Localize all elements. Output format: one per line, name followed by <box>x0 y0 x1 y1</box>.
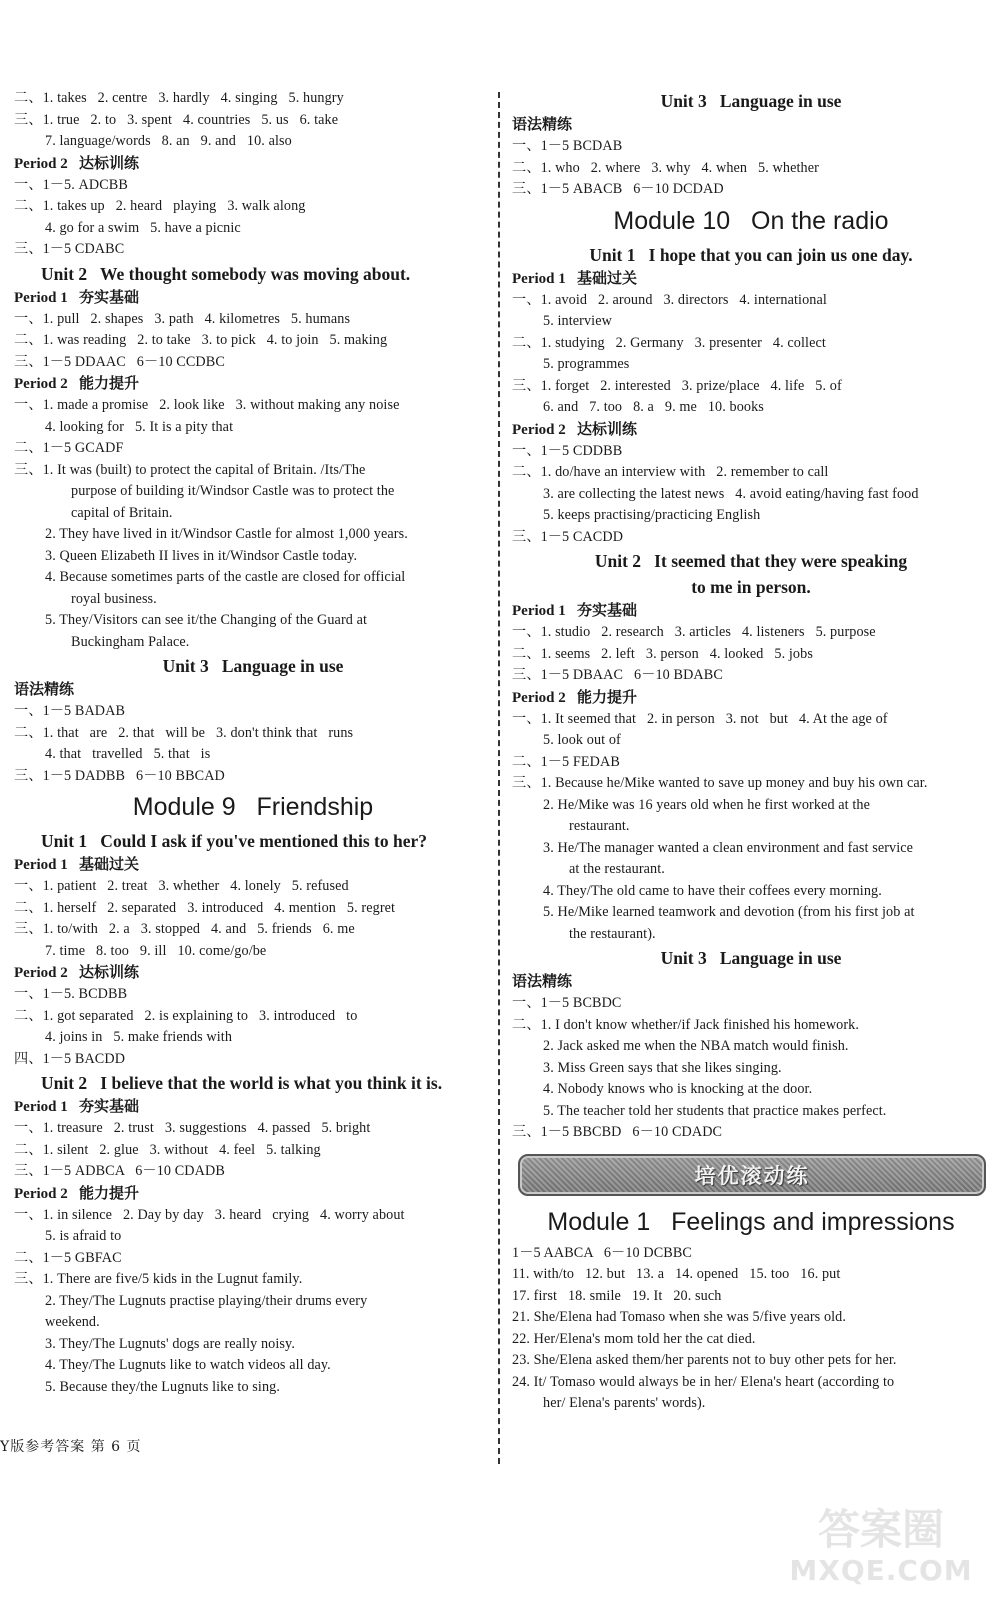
answer-line: 一、1. studio 2. research 3. articles 4. listeners 5. purpose <box>512 624 876 640</box>
answer-line: 3. He/The manager wanted a clean environment and fast service <box>543 839 914 856</box>
answer-line: 一、1. pull 2. shapes 3. path 4. kilometres 5. humans <box>14 310 351 327</box>
answer-line: 一、1. in silence 2. Day by day 3. heard crying 4. worry about <box>14 1206 405 1223</box>
answer-line: 二、1. takes up 2. heard playing 3. walk along <box>14 198 306 214</box>
answer-line: 1－5 AABCA 6－10 DCBBC <box>512 1244 692 1261</box>
period-heading: Period 2 能力提升 <box>14 1185 139 1202</box>
answer-line: 一、1. patient 2. treat 3. whether 4. lonely 5. refused <box>14 878 349 894</box>
answer-line: 二、1. was reading 2. to take 3. to pick 4. to join 5. making <box>14 332 388 348</box>
answer-line: 二、1－5 GCADF <box>14 440 124 456</box>
period-heading: Period 2 达标训练 <box>14 155 139 172</box>
period-heading: Period 2 达标训练 <box>14 965 139 981</box>
answer-line: 三、1－5 DDAAC 6－10 CCDBC <box>14 353 225 370</box>
answer-line: 22. Her/Elena's mom told her the cat died. <box>512 1330 756 1347</box>
period-heading: Period 1 夯实基础 <box>14 289 139 306</box>
answer-line: 三、1. true 2. to 3. spent 4. countries 5. us 6. take <box>14 111 339 128</box>
answer-line: 三、1. There are five/5 kids in the Lugnut family. <box>14 1271 303 1287</box>
answer-line: 二、1. studying 2. Germany 3. presenter 4. collect <box>512 334 826 351</box>
site-watermark-logo <box>786 1505 976 1595</box>
period-heading: Period 1 夯实基础 <box>512 603 637 619</box>
answer-line: 3. Queen Elizabeth II lives in it/Windsor Castle today. <box>45 547 358 564</box>
answer-line: 一、1. treasure 2. trust 3. suggestions 4. passed 5. bright <box>14 1120 371 1136</box>
unit-title: Unit 1 I hope that you can join us one day. <box>589 244 913 265</box>
answer-line: capital of Britain. <box>71 504 173 521</box>
answer-line: 一、1－5. ADCBB <box>14 176 128 193</box>
answer-line: 三、1－5 ADBCA 6－10 CDADB <box>14 1163 225 1179</box>
answer-line: 一、1. made a promise 2. look like 3. without making any noise <box>14 397 400 413</box>
answer-line: 4. They/The old came to have their coffees every morning. <box>543 882 882 899</box>
answer-line: 5. look out of <box>543 732 621 748</box>
answer-line: 5. The teacher told her students that practice makes perfect. <box>543 1102 887 1119</box>
answer-line: 21. She/Elena had Tomaso when she was 5/five years old. <box>512 1309 847 1325</box>
answer-line: 2. They have lived in it/Windsor Castle for almost 1,000 years. <box>45 526 408 542</box>
answer-line: at the restaurant. <box>569 861 665 877</box>
answer-line: weekend. <box>45 1314 100 1330</box>
answer-line: 17. first 18. smile 19. It 20. such <box>512 1287 722 1304</box>
answer-line: 5. interview <box>543 313 612 329</box>
answer-line: 三、1. It was (built) to protect the capital of Britain. /Its/The <box>14 461 366 478</box>
answer-line: 3. Miss Green says that she likes singing. <box>543 1059 782 1076</box>
answer-line: 5. programmes <box>543 356 630 372</box>
answer-line: 5. They/Visitors can see it/the Changing of the Guard at <box>45 612 368 628</box>
section-banner <box>518 1154 986 1196</box>
answer-line: royal business. <box>71 590 157 607</box>
period-heading: Period 2 能力提升 <box>14 376 139 392</box>
answer-line: 7. time 8. too 9. ill 10. come/go/be <box>45 942 267 959</box>
answer-line: 11. with/to 12. but 13. a 14. opened 15. too 16. put <box>512 1266 841 1282</box>
answer-line: 2. They/The Lugnuts practise playing/their drums every <box>45 1292 368 1309</box>
answer-line: 二、1. who 2. where 3. why 4. when 5. whether <box>512 159 819 176</box>
answer-line: 3. are collecting the latest news 4. avoid eating/having fast food <box>543 485 919 502</box>
unit-title: Unit 2 It seemed that they were speaking <box>594 551 908 571</box>
answer-line: 一、1－5 BADAB <box>14 703 126 719</box>
answer-line: 一、1－5 BCDAB <box>512 138 623 154</box>
answer-line: 三、1－5 DBAAC 6－10 BDABC <box>512 667 723 683</box>
answer-line: 二、1. got separated 2. is explaining to 3. introduced to <box>14 1007 358 1024</box>
answer-line: 三、1. forget 2. interested 3. prize/place 4. life 5. of <box>512 377 842 394</box>
answer-line: 二、1. do/have an interview with 2. remember to call <box>512 464 829 480</box>
answer-line: 三、1－5 BBCBD 6－10 CDADC <box>512 1124 723 1140</box>
answer-line: the restaurant). <box>569 925 656 942</box>
answer-line: 二、1－5 FEDAB <box>512 753 620 770</box>
unit-title: Unit 3 Language in use <box>660 948 842 968</box>
section-banner-title: 培优滚动练 <box>694 1163 810 1188</box>
answer-line: 5. keeps practising/practicing English <box>543 507 761 523</box>
answer-line: 5. He/Mike learned teamwork and devotion (from his first job at <box>543 904 915 920</box>
period-heading: 语法精练 <box>14 682 75 698</box>
module-title: Module 9 Friendship <box>132 793 374 821</box>
answer-line: 7. language/words 8. an 9. and 10. also <box>45 133 292 149</box>
answer-line: 4. Because sometimes parts of the castle are closed for official <box>45 569 406 585</box>
unit-title: to me in person. <box>691 577 811 597</box>
unit-title: Unit 2 We thought somebody was moving about. <box>41 263 411 284</box>
answer-line: 一、1－5. BCDBB <box>14 986 128 1002</box>
answer-line: Buckingham Palace. <box>71 633 190 650</box>
right-answer-column <box>512 88 990 1415</box>
answer-line: 二、1. herself 2. separated 3. introduced 4. mention 5. regret <box>14 899 396 916</box>
watermark-url-text: MXQE.COM <box>789 1554 973 1587</box>
answer-line: 四、1－5 BACDD <box>14 1050 126 1067</box>
period-heading: 语法精练 <box>512 117 573 133</box>
answer-line: 6. and 7. too 8. a 9. me 10. books <box>543 399 764 415</box>
answer-line: 4. They/The Lugnuts like to watch videos all day. <box>45 1357 331 1373</box>
answer-line: 二、1. seems 2. left 3. person 4. looked 5. jobs <box>512 645 813 662</box>
answer-line: 三、1－5 CDABC <box>14 241 125 257</box>
period-heading: 语法精练 <box>512 974 573 990</box>
answer-line: 三、1－5 DADBB 6－10 BBCAD <box>14 767 225 784</box>
answer-line: 一、1. avoid 2. around 3. directors 4. international <box>512 291 827 308</box>
period-heading: Period 2 能力提升 <box>512 689 637 706</box>
answer-line: 23. She/Elena asked them/her parents not to buy other pets for her. <box>512 1352 897 1368</box>
module-title: Module 1 Feelings and impressions <box>547 1207 955 1236</box>
left-answer-column <box>14 88 492 1398</box>
period-heading: Period 2 达标训练 <box>512 421 637 438</box>
answer-line: 24. It/ Tomaso would always be in her/ Elena's heart (according to <box>512 1373 895 1390</box>
answer-line: 二、1－5 GBFAC <box>14 1249 122 1266</box>
answer-line: restaurant. <box>569 818 630 834</box>
unit-title: Unit 2 I believe that the world is what you think it is. <box>41 1073 443 1093</box>
answer-line: 三、1－5 ABACB 6－10 DCDAD <box>512 181 724 197</box>
answer-line: 5. Because they/the Lugnuts like to sing. <box>45 1378 280 1395</box>
period-heading: Period 1 基础过关 <box>14 857 139 873</box>
answer-line: 一、1－5 BCBDC <box>512 995 622 1011</box>
unit-title: Unit 3 Language in use <box>162 656 344 676</box>
answer-line: 4. joins in 5. make friends with <box>45 1029 233 1045</box>
period-heading: Period 1 夯实基础 <box>14 1099 139 1115</box>
answer-line: 二、1. takes 2. centre 3. hardly 4. singing 5. hungry <box>14 90 344 106</box>
module-title: Module 10 On the radio <box>613 206 889 235</box>
unit-title: Unit 1 Could I ask if you've mentioned this to her? <box>41 831 428 851</box>
answer-line: 5. is afraid to <box>45 1228 122 1244</box>
unit-title: Unit 3 Language in use <box>660 91 842 111</box>
period-heading: Period 1 基础过关 <box>512 270 637 287</box>
page-footer: Y版参考答案 第 6 页 <box>0 1439 142 1455</box>
answer-line: 三、1. Because he/Mike wanted to save up money and buy his own car. <box>512 775 928 791</box>
watermark-logo-text: 答案圈 <box>817 1505 944 1554</box>
answer-line: her/ Elena's parents' words). <box>543 1395 706 1411</box>
answer-line: 4. Nobody knows who is knocking at the door. <box>543 1081 813 1097</box>
answer-line: 2. He/Mike was 16 years old when he first worked at the <box>543 796 870 813</box>
answer-line: 3. They/The Lugnuts' dogs are really noisy. <box>45 1335 295 1352</box>
answer-line: 二、1. that are 2. that will be 3. don't think that runs <box>14 724 354 741</box>
answer-line: 4. go for a swim 5. have a picnic <box>45 219 241 236</box>
answer-line: 2. Jack asked me when the NBA match would finish. <box>543 1038 849 1054</box>
answer-line: 4. looking for 5. It is a pity that <box>45 418 234 435</box>
answer-line: 三、1. to/with 2. a 3. stopped 4. and 5. friends 6. me <box>14 921 355 937</box>
answer-line: 一、1. It seemed that 2. in person 3. not but 4. At the age of <box>512 710 888 727</box>
answer-line: 4. that travelled 5. that is <box>45 746 211 762</box>
answer-line: 二、1. I don't know whether/if Jack finished his homework. <box>512 1016 860 1033</box>
answer-line: purpose of building it/Windsor Castle was to protect the <box>71 483 395 499</box>
answer-line: 一、1－5 CDDBB <box>512 442 623 459</box>
answer-line: 二、1. silent 2. glue 3. without 4. feel 5. talking <box>14 1141 321 1158</box>
answer-line: 三、1－5 CACDD <box>512 528 624 545</box>
column-divider <box>498 92 500 1464</box>
